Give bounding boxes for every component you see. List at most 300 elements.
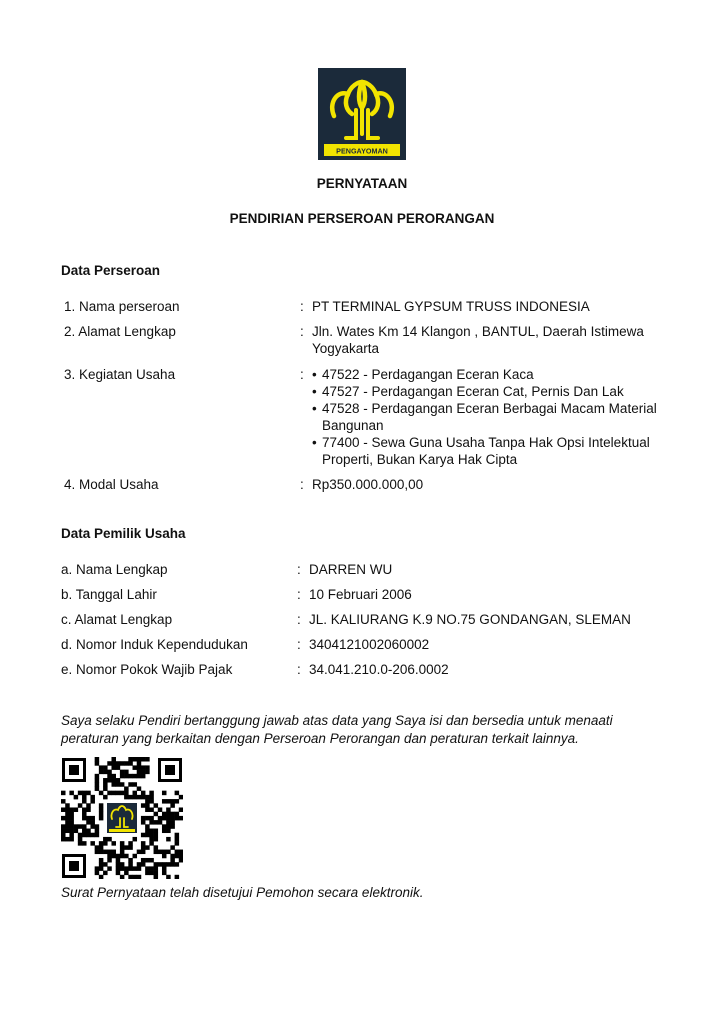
qr-module bbox=[99, 812, 104, 817]
qr-module bbox=[145, 807, 150, 812]
qr-module bbox=[116, 866, 121, 871]
qr-module bbox=[154, 866, 159, 871]
qr-module bbox=[116, 765, 121, 770]
qr-module bbox=[170, 816, 175, 821]
activity-item: 77400 - Sewa Guna Usaha Tanpa Hak Opsi Intelektual Properti, Bukan Karya Hak Cipta bbox=[322, 435, 650, 467]
qr-module bbox=[128, 845, 133, 850]
qr-module bbox=[120, 774, 125, 779]
qr-module bbox=[86, 816, 91, 821]
qr-module bbox=[141, 841, 146, 846]
qr-module bbox=[149, 833, 154, 838]
qr-module bbox=[124, 770, 129, 775]
qr-module bbox=[61, 824, 66, 829]
qr-module bbox=[149, 858, 154, 863]
qr-module bbox=[111, 765, 116, 770]
qr-module bbox=[124, 795, 129, 800]
qr-module bbox=[145, 858, 150, 863]
qr-module bbox=[90, 841, 95, 846]
qr-module bbox=[103, 786, 108, 791]
qr-module bbox=[116, 778, 121, 783]
qr-module bbox=[86, 807, 91, 812]
qr-module bbox=[69, 812, 74, 817]
list-item bbox=[312, 383, 671, 400]
qr-module bbox=[141, 850, 146, 855]
owner-section-heading: Data Pemilik Usaha bbox=[61, 526, 186, 541]
qr-module bbox=[175, 841, 180, 846]
logo-text: PENGAYOMAN bbox=[336, 146, 388, 156]
qr-module bbox=[61, 799, 66, 804]
qr-module bbox=[158, 820, 163, 825]
qr-module bbox=[145, 824, 150, 829]
qr-module bbox=[111, 854, 116, 859]
qr-module bbox=[120, 845, 125, 850]
qr-module bbox=[137, 850, 142, 855]
bullet: • bbox=[312, 435, 317, 450]
qr-module bbox=[116, 858, 121, 863]
qr-module bbox=[107, 770, 112, 775]
qr-module bbox=[128, 841, 133, 846]
qr-module bbox=[99, 791, 104, 796]
qr-code-icon bbox=[61, 757, 183, 879]
qr-module bbox=[120, 866, 125, 871]
qr-module bbox=[137, 795, 142, 800]
qr-module bbox=[82, 824, 87, 829]
separator: : bbox=[297, 612, 301, 627]
qr-module bbox=[69, 824, 74, 829]
qr-module bbox=[128, 795, 133, 800]
qr-module bbox=[82, 807, 87, 812]
qr-module bbox=[82, 795, 87, 800]
qr-module bbox=[61, 791, 66, 796]
qr-module bbox=[120, 875, 125, 879]
qr-module bbox=[145, 770, 150, 775]
qr-module bbox=[99, 765, 104, 770]
activity-item: 47527 - Perdagangan Eceran Cat, Pernis Dan Lak bbox=[322, 384, 624, 399]
bullet: • bbox=[312, 384, 317, 399]
qr-module bbox=[179, 807, 183, 812]
qr-module bbox=[149, 799, 154, 804]
qr-module bbox=[162, 862, 167, 867]
qr-module bbox=[103, 782, 108, 787]
company-capital-value: Rp350.000.000,00 bbox=[312, 477, 424, 492]
qr-module bbox=[95, 786, 100, 791]
qr-module bbox=[145, 845, 150, 850]
qr-module bbox=[141, 757, 146, 762]
qr-module bbox=[78, 824, 83, 829]
qr-module bbox=[120, 854, 125, 859]
qr-module bbox=[65, 803, 70, 808]
pengayoman-logo-icon bbox=[318, 68, 406, 160]
qr-module bbox=[107, 778, 112, 783]
qr-module bbox=[149, 807, 154, 812]
qr-module bbox=[133, 854, 138, 859]
qr-module bbox=[133, 757, 138, 762]
qr-module bbox=[69, 829, 74, 834]
document-subtitle: PENDIRIAN PERSEROAN PERORANGAN bbox=[229, 211, 495, 226]
list-item bbox=[312, 400, 671, 434]
owner-npwp-label: e. Nomor Pokok Wajib Pajak bbox=[61, 662, 233, 677]
qr-module bbox=[149, 841, 154, 846]
qr-module bbox=[149, 866, 154, 871]
company-name-row bbox=[61, 298, 671, 315]
qr-module bbox=[82, 799, 87, 804]
qr-module bbox=[179, 795, 183, 800]
qr-module bbox=[103, 850, 108, 855]
qr-module bbox=[99, 816, 104, 821]
qr-module bbox=[69, 791, 74, 796]
qr-module bbox=[154, 803, 159, 808]
qr-module bbox=[95, 778, 100, 783]
qr-module bbox=[61, 833, 66, 838]
qr-module bbox=[162, 791, 167, 796]
owner-birthdate-value: 10 Februari 2006 bbox=[309, 587, 412, 602]
qr-module bbox=[137, 866, 142, 871]
qr-module bbox=[86, 833, 91, 838]
activity-item: 47522 - Perdagangan Eceran Kaca bbox=[322, 367, 534, 382]
owner-nik-row bbox=[61, 636, 671, 653]
qr-module bbox=[111, 774, 116, 779]
qr-module bbox=[103, 837, 108, 842]
qr-module bbox=[162, 871, 167, 876]
company-address-value: Jln. Wates Km 14 Klangon , BANTUL, Daerah Istimewa Yogyakarta bbox=[312, 324, 644, 356]
qr-module bbox=[170, 803, 175, 808]
separator: : bbox=[297, 662, 301, 677]
qr-module bbox=[175, 816, 180, 821]
company-data-table bbox=[61, 298, 671, 493]
activity-list bbox=[312, 366, 671, 468]
company-capital-row bbox=[61, 476, 671, 493]
qr-module bbox=[82, 791, 87, 796]
qr-module bbox=[166, 799, 171, 804]
qr-module bbox=[145, 866, 150, 871]
qr-module bbox=[179, 858, 183, 863]
qr-module bbox=[149, 795, 154, 800]
activity-item: 47528 - Perdagangan Eceran Berbagai Macam Material Bangunan bbox=[322, 401, 657, 433]
qr-module bbox=[82, 829, 87, 834]
qr-module bbox=[162, 866, 167, 871]
qr-module bbox=[162, 829, 167, 834]
owner-birthdate-row bbox=[61, 586, 671, 603]
separator: : bbox=[300, 367, 304, 382]
declaration-text: Saya selaku Pendiri bertanggung jawab atas data yang Saya isi dan bersedia untuk menaati peraturan yang berkaitan dengan Perseroan Perorangan dan peraturan terkait lainnya. bbox=[61, 713, 613, 746]
qr-module bbox=[74, 807, 79, 812]
owner-nik-label: d. Nomor Induk Kependudukan bbox=[61, 637, 248, 652]
qr-module bbox=[170, 858, 175, 863]
qr-module bbox=[158, 807, 163, 812]
qr-module bbox=[61, 816, 66, 821]
owner-nik-value: 3404121002060002 bbox=[309, 637, 430, 652]
qr-module bbox=[99, 770, 104, 775]
qr-module bbox=[90, 820, 95, 825]
qr-module bbox=[107, 761, 112, 766]
qr-module bbox=[116, 761, 121, 766]
qr-module bbox=[95, 757, 100, 762]
qr-module bbox=[149, 829, 154, 834]
qr-module bbox=[120, 770, 125, 775]
qr-module bbox=[137, 770, 142, 775]
qr-module bbox=[133, 837, 138, 842]
qr-module bbox=[128, 774, 133, 779]
qr-module bbox=[128, 858, 133, 863]
qr-module bbox=[145, 833, 150, 838]
qr-module bbox=[141, 862, 146, 867]
qr-module bbox=[154, 812, 159, 817]
qr-module bbox=[154, 829, 159, 834]
qr-module bbox=[69, 837, 74, 842]
company-activity-value bbox=[312, 366, 671, 468]
qr-module bbox=[145, 829, 150, 834]
qr-module bbox=[65, 824, 70, 829]
qr-module bbox=[175, 862, 180, 867]
qr-module bbox=[175, 791, 180, 796]
qr-module bbox=[95, 829, 100, 834]
qr-module bbox=[82, 812, 87, 817]
qr-module bbox=[120, 862, 125, 867]
qr-module bbox=[145, 765, 150, 770]
qr-module bbox=[95, 871, 100, 876]
qr-module bbox=[124, 871, 129, 876]
separator: : bbox=[297, 562, 301, 577]
qr-module bbox=[128, 782, 133, 787]
qr-module bbox=[166, 862, 171, 867]
qr-module bbox=[74, 824, 79, 829]
qr-module bbox=[65, 812, 70, 817]
qr-module bbox=[74, 829, 79, 834]
qr-module bbox=[107, 858, 112, 863]
qr-module bbox=[95, 833, 100, 838]
qr-module bbox=[65, 807, 70, 812]
qr-module bbox=[128, 875, 133, 879]
qr-module bbox=[95, 774, 100, 779]
owner-address-row bbox=[61, 611, 671, 628]
owner-name-value: DARREN WU bbox=[309, 562, 393, 577]
qr-module bbox=[116, 862, 121, 867]
qr-module bbox=[133, 791, 138, 796]
qr-module bbox=[137, 875, 142, 879]
qr-module bbox=[86, 820, 91, 825]
qr-module bbox=[154, 820, 159, 825]
qr-module bbox=[137, 761, 142, 766]
owner-name-label: a. Nama Lengkap bbox=[61, 562, 168, 577]
qr-module bbox=[69, 820, 74, 825]
list-item bbox=[312, 434, 671, 468]
qr-module bbox=[99, 858, 104, 863]
qr-module bbox=[116, 782, 121, 787]
qr-module bbox=[145, 803, 150, 808]
qr-module bbox=[162, 812, 167, 817]
qr-module bbox=[82, 841, 87, 846]
company-name-label: 1. Nama perseroan bbox=[64, 299, 180, 314]
qr-module bbox=[99, 807, 104, 812]
qr-module bbox=[90, 833, 95, 838]
qr-module bbox=[162, 854, 167, 859]
qr-module bbox=[65, 820, 70, 825]
qr-module bbox=[170, 812, 175, 817]
qr-module bbox=[154, 850, 159, 855]
qr-module bbox=[154, 845, 159, 850]
qr-module bbox=[141, 791, 146, 796]
qr-module bbox=[111, 850, 116, 855]
qr-module bbox=[124, 854, 129, 859]
qr-module bbox=[175, 850, 180, 855]
qr-module bbox=[175, 854, 180, 859]
qr-center-emblem-icon bbox=[105, 801, 139, 835]
qr-module bbox=[175, 833, 180, 838]
qr-module bbox=[95, 782, 100, 787]
qr-module bbox=[90, 816, 95, 821]
owner-data-table bbox=[61, 561, 671, 686]
qr-module bbox=[95, 845, 100, 850]
qr-module bbox=[166, 837, 171, 842]
qr-module bbox=[111, 791, 116, 796]
qr-module bbox=[120, 791, 125, 796]
qr-module bbox=[133, 875, 138, 879]
qr-module bbox=[86, 803, 91, 808]
qr-module bbox=[141, 816, 146, 821]
qr-module bbox=[95, 850, 100, 855]
qr-module bbox=[166, 820, 171, 825]
qr-module bbox=[170, 820, 175, 825]
qr-module bbox=[103, 862, 108, 867]
footer-note: Surat Pernyataan telah disetujui Pemohon secara elektronik. bbox=[61, 885, 424, 900]
qr-module bbox=[120, 761, 125, 766]
qr-module bbox=[141, 858, 146, 863]
qr-module bbox=[99, 866, 104, 871]
qr-module bbox=[107, 837, 112, 842]
company-capital-label: 4. Modal Usaha bbox=[64, 477, 159, 492]
qr-module bbox=[124, 786, 129, 791]
owner-name-row bbox=[61, 561, 671, 578]
qr-module bbox=[78, 841, 83, 846]
qr-module bbox=[124, 774, 129, 779]
qr-module bbox=[175, 799, 180, 804]
qr-module bbox=[141, 803, 146, 808]
qr-module bbox=[86, 829, 91, 834]
qr-module bbox=[86, 791, 91, 796]
qr-module bbox=[149, 791, 154, 796]
bullet: • bbox=[312, 367, 317, 382]
owner-address-value: JL. KALIURANG K.9 NO.75 GONDANGAN, SLEMAN bbox=[309, 612, 631, 627]
qr-module bbox=[166, 850, 171, 855]
qr-module bbox=[137, 774, 142, 779]
qr-module bbox=[166, 807, 171, 812]
qr-module bbox=[99, 850, 104, 855]
qr-module bbox=[65, 816, 70, 821]
qr-module bbox=[95, 824, 100, 829]
qr-module bbox=[149, 820, 154, 825]
qr-module bbox=[65, 837, 70, 842]
qr-module bbox=[82, 816, 87, 821]
qr-module bbox=[69, 833, 74, 838]
qr-module bbox=[99, 875, 104, 879]
bullet: • bbox=[312, 401, 317, 416]
qr-module bbox=[170, 862, 175, 867]
qr-module bbox=[107, 774, 112, 779]
qr-module bbox=[128, 757, 133, 762]
qr-module bbox=[158, 816, 163, 821]
qr-module bbox=[154, 833, 159, 838]
qr-module bbox=[175, 837, 180, 842]
qr-module bbox=[120, 850, 125, 855]
qr-module bbox=[154, 862, 159, 867]
qr-module bbox=[103, 778, 108, 783]
qr-module bbox=[137, 786, 142, 791]
qr-module bbox=[133, 765, 138, 770]
qr-module bbox=[82, 833, 87, 838]
company-address-row bbox=[61, 323, 671, 357]
qr-module bbox=[158, 862, 163, 867]
qr-module bbox=[154, 837, 159, 842]
qr-module bbox=[175, 875, 180, 879]
qr-module bbox=[179, 850, 183, 855]
qr-module bbox=[141, 774, 146, 779]
qr-module bbox=[149, 871, 154, 876]
qr-module bbox=[170, 799, 175, 804]
qr-module bbox=[111, 761, 116, 766]
qr-module bbox=[128, 862, 133, 867]
qr-module bbox=[99, 845, 104, 850]
qr-module bbox=[170, 824, 175, 829]
qr-module bbox=[124, 761, 129, 766]
separator: : bbox=[300, 299, 304, 314]
qr-module bbox=[128, 761, 133, 766]
qr-module bbox=[99, 803, 104, 808]
qr-module bbox=[137, 757, 142, 762]
qr-module bbox=[170, 854, 175, 859]
qr-module bbox=[145, 816, 150, 821]
qr-module bbox=[65, 829, 70, 834]
qr-module bbox=[141, 765, 146, 770]
qr-module bbox=[149, 837, 154, 842]
qr-module bbox=[111, 757, 116, 762]
qr-module bbox=[61, 807, 66, 812]
qr-module bbox=[78, 791, 83, 796]
qr-module bbox=[154, 875, 159, 879]
qr-module bbox=[145, 799, 150, 804]
qr-module bbox=[124, 791, 129, 796]
qr-module bbox=[116, 791, 121, 796]
qr-module bbox=[170, 845, 175, 850]
qr-module bbox=[90, 799, 95, 804]
qr-module bbox=[124, 845, 129, 850]
company-activity-label: 3. Kegiatan Usaha bbox=[64, 367, 176, 382]
qr-module bbox=[107, 850, 112, 855]
qr-module bbox=[111, 778, 116, 783]
qr-module bbox=[166, 816, 171, 821]
qr-module bbox=[162, 816, 167, 821]
qr-module bbox=[95, 866, 100, 871]
qr-module bbox=[90, 795, 95, 800]
qr-module bbox=[78, 833, 83, 838]
qr-module bbox=[95, 761, 100, 766]
separator: : bbox=[300, 477, 304, 492]
qr-module bbox=[162, 799, 167, 804]
qr-module bbox=[61, 837, 66, 842]
qr-module bbox=[78, 837, 83, 842]
qr-module bbox=[103, 765, 108, 770]
qr-module bbox=[103, 795, 108, 800]
company-address-label: 2. Alamat Lengkap bbox=[64, 324, 176, 339]
qr-module bbox=[175, 812, 180, 817]
qr-module bbox=[99, 841, 104, 846]
qr-module bbox=[166, 875, 171, 879]
company-section-heading: Data Perseroan bbox=[61, 263, 161, 278]
qr-module bbox=[133, 866, 138, 871]
qr-module bbox=[141, 845, 146, 850]
qr-module bbox=[116, 854, 121, 859]
qr-module bbox=[166, 829, 171, 834]
qr-module bbox=[111, 782, 116, 787]
